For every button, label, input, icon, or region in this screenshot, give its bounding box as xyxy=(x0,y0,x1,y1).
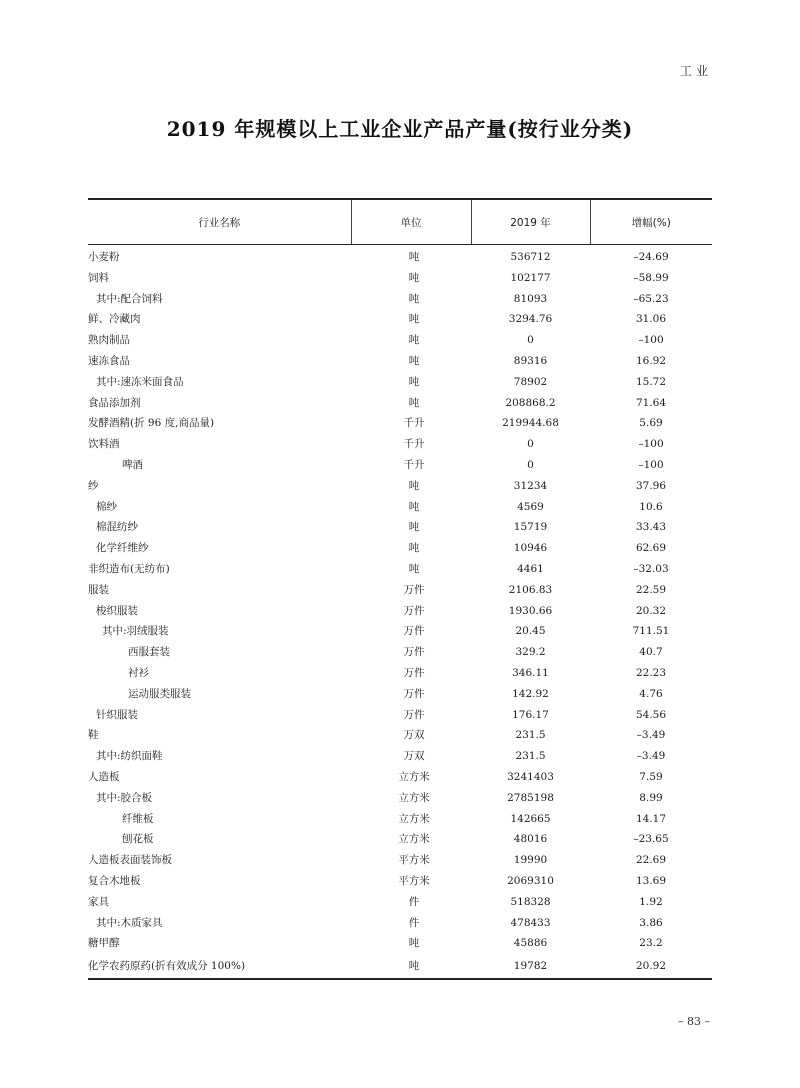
row-unit: 平方米 xyxy=(398,854,430,867)
row-unit: 吨 xyxy=(408,271,420,284)
table-body xyxy=(88,245,712,980)
table-row xyxy=(88,684,712,705)
row-value: 329.2 xyxy=(515,646,546,659)
page-number: – 83 – xyxy=(678,1015,710,1028)
row-value: 20.45 xyxy=(515,625,546,638)
row-unit: 万件 xyxy=(403,583,425,596)
row-unit: 吨 xyxy=(408,251,420,263)
row-value: 89316 xyxy=(513,354,548,367)
row-name: 其中:木质家具 xyxy=(96,916,163,929)
table-row xyxy=(88,871,712,892)
row-name: 纱 xyxy=(88,479,99,492)
row-value: 478433 xyxy=(510,916,551,929)
row-name: 熟肉制品 xyxy=(88,334,130,347)
row-name: 鲜、冷藏肉 xyxy=(88,313,141,326)
row-value: 3241403 xyxy=(507,770,554,783)
row-unit: 万双 xyxy=(403,729,425,742)
column-header-name: 行业名称 xyxy=(88,199,351,245)
row-name: 小麦粉 xyxy=(88,251,120,263)
data-table xyxy=(88,198,712,980)
row-unit: 吨 xyxy=(408,500,420,513)
row-name: 其中:配合饲料 xyxy=(96,292,163,305)
table-row xyxy=(88,580,712,601)
table-row xyxy=(88,330,712,351)
row-change: 14.17 xyxy=(635,812,667,825)
table-row xyxy=(88,455,712,476)
row-value: 176.17 xyxy=(512,708,549,721)
row-value: 4461 xyxy=(517,562,544,575)
row-change: 13.69 xyxy=(635,874,667,887)
row-name: 化学农药原药(折有效成分 100%) xyxy=(88,954,351,979)
table-row xyxy=(88,497,712,518)
table-row xyxy=(88,434,712,455)
row-value: 231.5 xyxy=(515,729,546,742)
row-value: 78902 xyxy=(513,375,548,388)
row-value: 2785198 xyxy=(507,791,554,804)
row-change: 15.72 xyxy=(635,375,667,388)
section-tag: 工业 xyxy=(679,64,712,78)
row-change: 7.59 xyxy=(639,770,663,783)
row-value: 3294.76 xyxy=(508,313,553,326)
row-name: 梭织服装 xyxy=(96,604,138,617)
row-change: 3.86 xyxy=(639,916,663,929)
row-value: 0 xyxy=(527,334,534,347)
row-name: 鞋 xyxy=(88,729,99,742)
row-unit: 吨 xyxy=(408,354,420,367)
row-unit: 件 xyxy=(408,895,420,908)
row-name: 人造板表面装饰板 xyxy=(88,854,172,867)
row-value: 45886 xyxy=(513,937,548,950)
row-name: 棉混纺纱 xyxy=(96,521,138,534)
row-change: 711.51 xyxy=(632,625,670,638)
table-row xyxy=(88,601,712,622)
row-name: 运动服类服装 xyxy=(128,687,191,700)
row-unit: 万件 xyxy=(403,666,425,679)
row-value: 10946 xyxy=(513,542,548,555)
row-value: 2106.83 xyxy=(508,583,553,596)
table-row xyxy=(88,268,712,289)
row-name: 糖甲醇 xyxy=(88,937,120,950)
row-change: 16.92 xyxy=(635,354,667,367)
row-change: –3.49 xyxy=(636,729,666,742)
row-name: 发酵酒精(折 96 度,商品量) xyxy=(88,417,215,430)
row-name: 复合木地板 xyxy=(88,874,141,887)
row-unit: 吨 xyxy=(408,292,420,305)
row-change: 22.23 xyxy=(635,666,667,679)
row-unit: 立方米 xyxy=(398,770,430,783)
table-row xyxy=(88,954,712,979)
row-value: 0 xyxy=(527,458,534,471)
row-value: 346.11 xyxy=(512,666,549,679)
row-value: 219944.68 xyxy=(502,417,559,430)
row-name: 刨花板 xyxy=(122,833,154,846)
row-unit: 立方米 xyxy=(398,833,430,846)
row-change: –23.65 xyxy=(633,833,669,846)
row-unit: 万件 xyxy=(403,646,425,659)
row-change: 33.43 xyxy=(635,521,667,534)
row-change: –65.23 xyxy=(633,292,669,305)
row-name: 人造板 xyxy=(88,770,120,783)
row-change: 54.56 xyxy=(635,708,667,721)
row-change: –3.49 xyxy=(636,750,666,763)
row-name: 化学纤维纱 xyxy=(96,542,149,555)
row-name: 西服套装 xyxy=(128,646,170,659)
table-row xyxy=(88,892,712,913)
row-name: 啤酒 xyxy=(122,458,143,471)
table-row xyxy=(88,767,712,788)
row-name: 其中:胶合板 xyxy=(96,791,153,804)
row-change: –100 xyxy=(638,334,664,347)
table-row xyxy=(88,309,712,330)
table-row xyxy=(88,245,712,268)
row-unit: 万件 xyxy=(403,687,425,700)
table-row xyxy=(88,725,712,746)
row-change: 5.69 xyxy=(639,417,663,430)
table-row xyxy=(88,705,712,726)
row-name: 食品添加剂 xyxy=(88,396,141,409)
row-name: 衬衫 xyxy=(128,666,149,679)
row-unit: 吨 xyxy=(408,937,420,950)
row-change: –100 xyxy=(638,438,664,451)
row-change: 20.32 xyxy=(635,604,667,617)
column-header-change: 增幅(%) xyxy=(590,199,712,245)
row-unit: 吨 xyxy=(408,542,420,555)
table-row xyxy=(88,746,712,767)
table-row xyxy=(88,809,712,830)
row-name: 其中:纺织面鞋 xyxy=(96,750,163,763)
row-value: 15719 xyxy=(513,521,548,534)
row-change: –32.03 xyxy=(633,562,669,575)
row-name: 家具 xyxy=(88,895,109,908)
row-value: 31234 xyxy=(513,479,548,492)
row-value: 1930.66 xyxy=(508,604,553,617)
row-unit: 吨 xyxy=(408,334,420,347)
row-name: 服装 xyxy=(88,583,109,596)
row-name: 饮料酒 xyxy=(88,438,120,451)
page-title: 2019 年规模以上工业企业产品产量(按行业分类) xyxy=(166,117,634,141)
table-row xyxy=(88,413,712,434)
row-value: 536712 xyxy=(510,251,551,263)
table-row xyxy=(88,642,712,663)
row-value: 142.92 xyxy=(512,687,549,700)
row-unit: 件 xyxy=(408,916,420,929)
table-row xyxy=(88,850,712,871)
table-row xyxy=(88,621,712,642)
row-change: –100 xyxy=(638,458,664,471)
row-unit: 千升 xyxy=(403,458,425,471)
row-value: 0 xyxy=(527,438,534,451)
table-row xyxy=(88,372,712,393)
row-value: 518328 xyxy=(510,895,551,908)
row-value: 19990 xyxy=(513,854,548,867)
header-row xyxy=(88,199,712,245)
row-unit: 立方米 xyxy=(398,812,430,825)
table-row xyxy=(88,788,712,809)
row-change: 10.6 xyxy=(639,500,663,513)
row-change: 1.92 xyxy=(639,895,663,908)
row-change: 8.99 xyxy=(639,791,663,804)
row-unit: 吨 xyxy=(408,521,420,534)
row-value: 4569 xyxy=(517,500,544,513)
table-row xyxy=(88,476,712,497)
row-change: 22.69 xyxy=(635,854,667,867)
row-unit: 吨 xyxy=(408,396,420,409)
column-header-2019: 2019 年 xyxy=(471,199,590,245)
row-unit: 万件 xyxy=(403,708,425,721)
row-change: 62.69 xyxy=(635,542,667,555)
row-change: 37.96 xyxy=(635,479,667,492)
row-unit: 吨 xyxy=(408,479,420,492)
row-change: –58.99 xyxy=(633,271,669,284)
table-row xyxy=(88,663,712,684)
row-value: 2069310 xyxy=(507,874,554,887)
row-value: 19782 xyxy=(471,954,590,979)
row-change: 40.7 xyxy=(639,646,663,659)
row-change: 31.06 xyxy=(635,313,667,326)
row-unit: 吨 xyxy=(351,954,471,979)
table-row xyxy=(88,393,712,414)
row-name: 其中:羽绒服装 xyxy=(102,625,169,638)
column-header-unit: 单位 xyxy=(351,199,471,245)
row-unit: 立方米 xyxy=(398,791,430,804)
row-change: 22.59 xyxy=(635,583,667,596)
row-unit: 万件 xyxy=(403,604,425,617)
row-change: 4.76 xyxy=(639,687,663,700)
row-name: 棉纱 xyxy=(96,500,117,513)
table-row xyxy=(88,933,712,954)
row-unit: 万双 xyxy=(403,750,425,763)
row-unit: 千升 xyxy=(403,438,425,451)
row-unit: 平方米 xyxy=(398,874,430,887)
row-value: 142665 xyxy=(510,812,551,825)
row-value: 231.5 xyxy=(515,750,546,763)
row-value: 208868.2 xyxy=(505,396,556,409)
row-value: 48016 xyxy=(513,833,548,846)
table-header xyxy=(88,199,712,245)
row-name: 非织造布(无纺布) xyxy=(88,562,170,575)
table-row xyxy=(88,351,712,372)
table-row xyxy=(88,559,712,580)
row-change: 23.2 xyxy=(639,937,663,950)
table-row xyxy=(88,913,712,934)
row-unit: 吨 xyxy=(408,562,420,575)
row-name: 饲料 xyxy=(88,271,109,284)
row-name: 速冻食品 xyxy=(88,354,130,367)
row-unit: 吨 xyxy=(408,375,420,388)
row-value: 102177 xyxy=(510,271,551,284)
row-name: 纤维板 xyxy=(122,812,154,825)
table-row xyxy=(88,538,712,559)
table-row xyxy=(88,517,712,538)
table-row xyxy=(88,829,712,850)
row-value: 81093 xyxy=(513,292,548,305)
row-change: –24.69 xyxy=(633,251,669,263)
row-change: 71.64 xyxy=(635,396,667,409)
row-change: 20.92 xyxy=(590,954,712,979)
table-row xyxy=(88,289,712,310)
row-unit: 吨 xyxy=(408,313,420,326)
row-name: 针织服装 xyxy=(96,708,138,721)
row-name: 其中:速冻米面食品 xyxy=(96,375,184,388)
row-unit: 千升 xyxy=(403,417,425,430)
row-unit: 万件 xyxy=(403,625,425,638)
